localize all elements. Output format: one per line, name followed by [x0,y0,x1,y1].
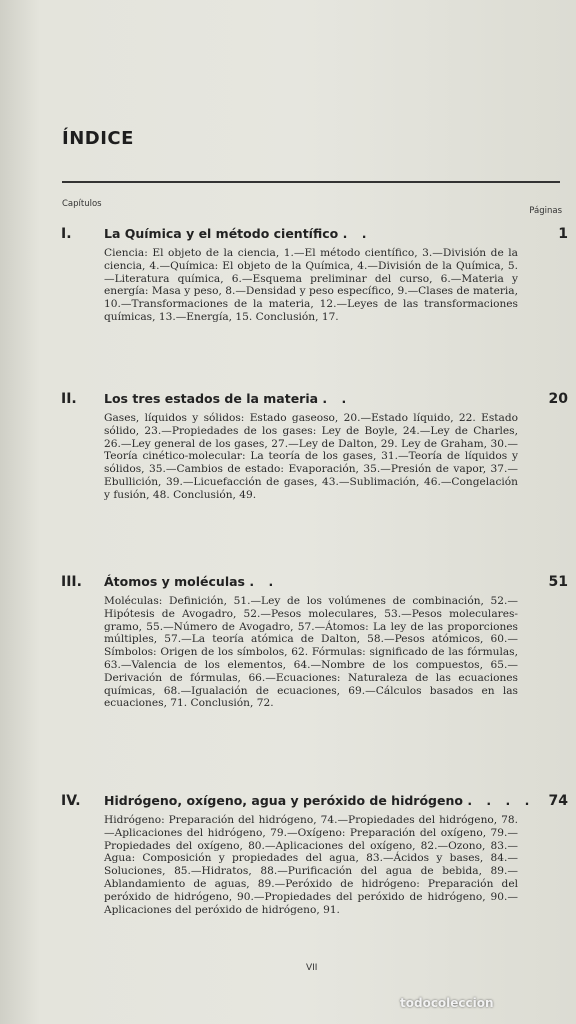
chapter-description: Gases, líquidos y sólidos: Estado gaseoso, 20.—Estado líquido, 22. Estado sólido, 23.—Propiedades de los gases: Ley de Boyle, 24.—Ley de Charles, 26.—Ley general de los gases, 27.—Ley de Dalton, 29. Ley de Graham, 30.—Teoría cinético-molecular: La teoría de los gases, 31.—Teoría de líquidos y sólidos, 35.—Cambios de estado: Evaporación, 35.—Presión de vapor, 37.—Ebullición, 39.—Licuefacción de gases, 43.—Sublimación, 46.—Congelación y fusión, 48. Conclusión, 49. [104,412,518,501]
page-number-footer: VII [306,963,318,973]
chapter-description: Ciencia: El objeto de la ciencia, 1.—El método científico, 3.—División de la ciencia, 4.—Química: El objeto de la Química, 4.—División de la Química, 5.—Literatura química, 6.—Esquema preliminar del curso, 6.—Materia y energía: Masa y peso, 8.—Densidad y peso específico, 9.—Clases de materia, 10.—Transformaciones de la materia, 12.—Leyes de las transformaciones químicas, 13.—Energía, 15. Conclusión, 17. [104,247,518,323]
leader-dots: . . . . [467,793,535,808]
leader-dots: . . [249,574,279,589]
leader-dots: . . [322,391,352,406]
watermark: todocoleccion [400,996,494,1010]
chapter-description: Moléculas: Definición, 51.—Ley de los volúmenes de combinación, 52.—Hipótesis de Avogadro, 52.—Pesos moleculares, 53.—Pesos moleculares-gramo, 55.—Número de Avogadro, 57.—Átomos: La ley de las proporciones múltiples, 57.—La teoría atómica de Dalton, 58.—Pesos atómicos, 60.—Símbolos: Origen de los símbolos, 62. Fórmulas: significado de las fórmulas, 63.—Valencia de los elementos, 64.—Nombre de los compuestos, 65.—Derivación de fórmulas, 66.—Ecuaciones: Naturaleza de las ecuaciones químicas, 68.—Igualación de ecuaciones, 69.—Cálculos basados en las ecuaciones, 71. Conclusión, 72. [104,595,518,710]
chapter-page-number: 51 [548,574,568,590]
chapter-heading [0,574,576,592]
chapter-page-number: 74 [548,793,568,809]
leader-dots: . . [342,226,372,241]
chapter-heading [0,391,576,409]
chapter-number: IV. [61,793,81,809]
chapter-number: III. [61,574,82,590]
page-title: ÍNDICE [62,128,134,149]
chapter-number: I. [61,226,72,242]
chapter-number: II. [61,391,77,407]
chapter-title: Los tres estados de la materia . . [104,391,352,406]
chapter-page-number: 1 [558,226,568,242]
column-label-pages: Páginas [529,206,562,216]
chapter-page-number: 20 [548,391,568,407]
header-rule [62,181,560,183]
chapter-description: Hidrógeno: Preparación del hidrógeno, 74.—Propiedades del hidrógeno, 78.—Aplicaciones del hidrógeno, 79.—Oxígeno: Preparación del oxígeno, 79.—Propiedades del oxígeno, 80.—Aplicaciones del oxígeno, 82.—Ozono, 83.—Agua: Composición y propiedades del agua, 83.—Ácidos y bases, 84.—Soluciones, 85.—Hidratos, 88.—Purificación del agua de bebida, 89.—Ablandamiento de aguas, 89.—Peróxido de hidrógeno: Preparación del peróxido de hidrógeno, 90.—Propiedades del peróxido de hidrógeno, 90.—Aplicaciones del peróxido de hidrógeno, 91. [104,814,518,916]
chapter-title: Átomos y moléculas . . [104,574,279,589]
chapter-heading [0,226,576,244]
column-label-chapters: Capítulos [62,199,102,209]
chapter-title: Hidrógeno, oxígeno, agua y peróxido de hidrógeno . . . . [104,793,535,808]
chapter-heading [0,793,576,811]
chapter-title: La Química y el método científico . . [104,226,372,241]
